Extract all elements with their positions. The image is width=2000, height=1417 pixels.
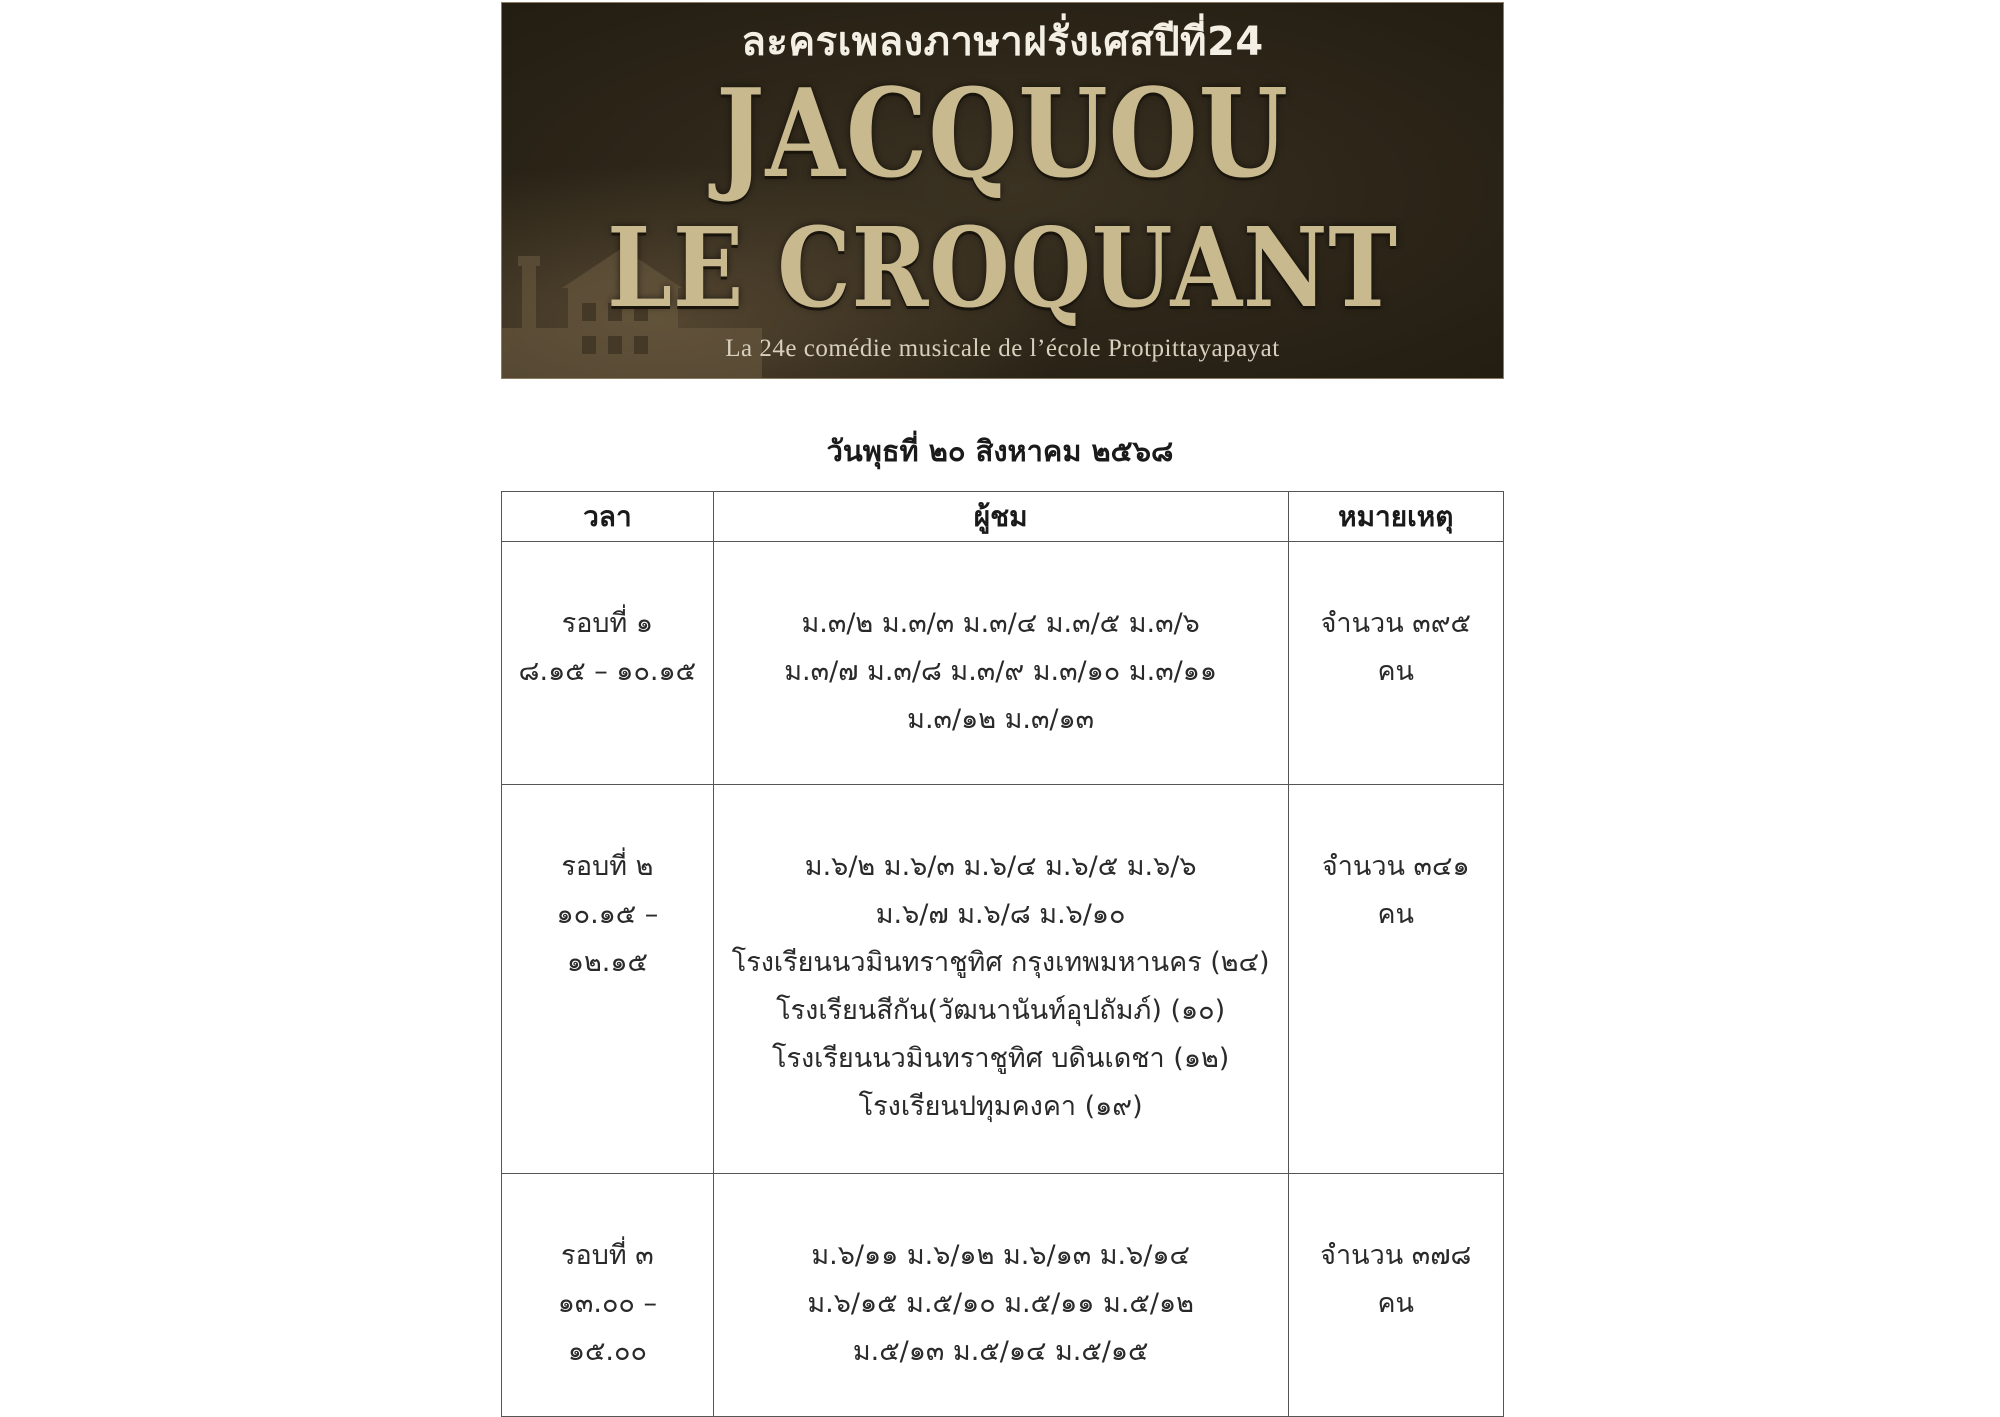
audience-line: ม.๓/๒ ม.๓/๓ ม.๓/๔ ม.๓/๕ ม.๓/๖ (801, 608, 1200, 639)
audience-line: ม.๖/๒ ม.๖/๓ ม.๖/๔ ม.๖/๕ ม.๖/๖ (804, 851, 1197, 882)
audience-cell (713, 1174, 1288, 1417)
banner-subtitle: La 24e comédie musicale de l’école Protpittayapayat (725, 335, 1280, 362)
round-label: รอบที่ ๓ (561, 1240, 654, 1271)
time-range: ๑๓.๐๐ – (557, 1288, 657, 1319)
audience-line: ม.๓/๑๒ ม.๓/๑๓ (907, 704, 1095, 735)
audience-count: จำนวน ๓๙๕ (1320, 608, 1471, 639)
banner-top-text: ละครเพลงภาษาฝรั่งเศสปีที่24 (741, 19, 1264, 65)
time-cell (502, 1174, 714, 1417)
schedule-date-heading: วันพุธที่ ๒๐ สิงหาคม ๒๕๖๘ (826, 434, 1174, 468)
count-unit: คน (1377, 656, 1415, 687)
banner-title-line1: JACQUOU (716, 61, 1289, 205)
audience-count: จำนวน ๓๗๘ (1320, 1240, 1472, 1271)
audience-line: ม.๓/๗ ม.๓/๘ ม.๓/๙ ม.๓/๑๐ ม.๓/๑๑ (784, 656, 1218, 687)
table-row (502, 1174, 1504, 1417)
audience-cell (713, 785, 1288, 1174)
header-time: วลา (502, 492, 714, 542)
audience-line: โรงเรียนปทุมคงคา (๑๙) (858, 1091, 1143, 1122)
header-remarks: หมายเหตุ (1288, 492, 1503, 542)
audience-line: โรงเรียนนวมินทราชูทิศ บดินเดชา (๑๒) (771, 1043, 1230, 1074)
remarks-cell (1288, 785, 1503, 1174)
time-range: ๑๐.๑๕ – (556, 899, 659, 930)
remarks-cell (1288, 542, 1503, 785)
poster-banner (501, 2, 1504, 379)
count-unit: คน (1377, 1288, 1415, 1319)
audience-cell (713, 542, 1288, 785)
count-unit: คน (1377, 899, 1415, 930)
banner-title-line2: LE CROQUANT (607, 203, 1398, 332)
time-range: ๑๒.๑๕ (566, 947, 648, 978)
schedule-table (501, 491, 1504, 1417)
table-header-row (502, 492, 1504, 542)
table-row (502, 785, 1504, 1174)
audience-line: โรงเรียนนวมินทราชูทิศ กรุงเทพมหานคร (๒๔) (731, 947, 1270, 978)
audience-line: ม.๕/๑๓ ม.๕/๑๔ ม.๕/๑๕ (852, 1336, 1149, 1367)
header-audience: ผู้ชม (713, 492, 1288, 542)
table-row (502, 542, 1504, 785)
audience-line: ม.๖/๑๕ ม.๕/๑๐ ม.๕/๑๑ ม.๕/๑๒ (807, 1288, 1194, 1319)
audience-count: จำนวน ๓๔๑ (1321, 851, 1470, 882)
round-label: รอบที่ ๒ (561, 851, 654, 882)
audience-line: ม.๖/๗ ม.๖/๘ ม.๖/๑๐ (875, 899, 1126, 930)
audience-line: โรงเรียนสีกัน(วัฒนานันท์อุปถัมภ์) (๑๐) (776, 995, 1226, 1026)
time-range: ๘.๑๕ – ๑๐.๑๕ (518, 656, 697, 687)
time-cell (502, 785, 714, 1174)
remarks-cell (1288, 1174, 1503, 1417)
time-cell (502, 542, 714, 785)
audience-line: ม.๖/๑๑ ม.๖/๑๒ ม.๖/๑๓ ม.๖/๑๔ (811, 1240, 1190, 1271)
time-range: ๑๕.๐๐ (567, 1336, 647, 1367)
round-label: รอบที่ ๑ (561, 608, 654, 639)
